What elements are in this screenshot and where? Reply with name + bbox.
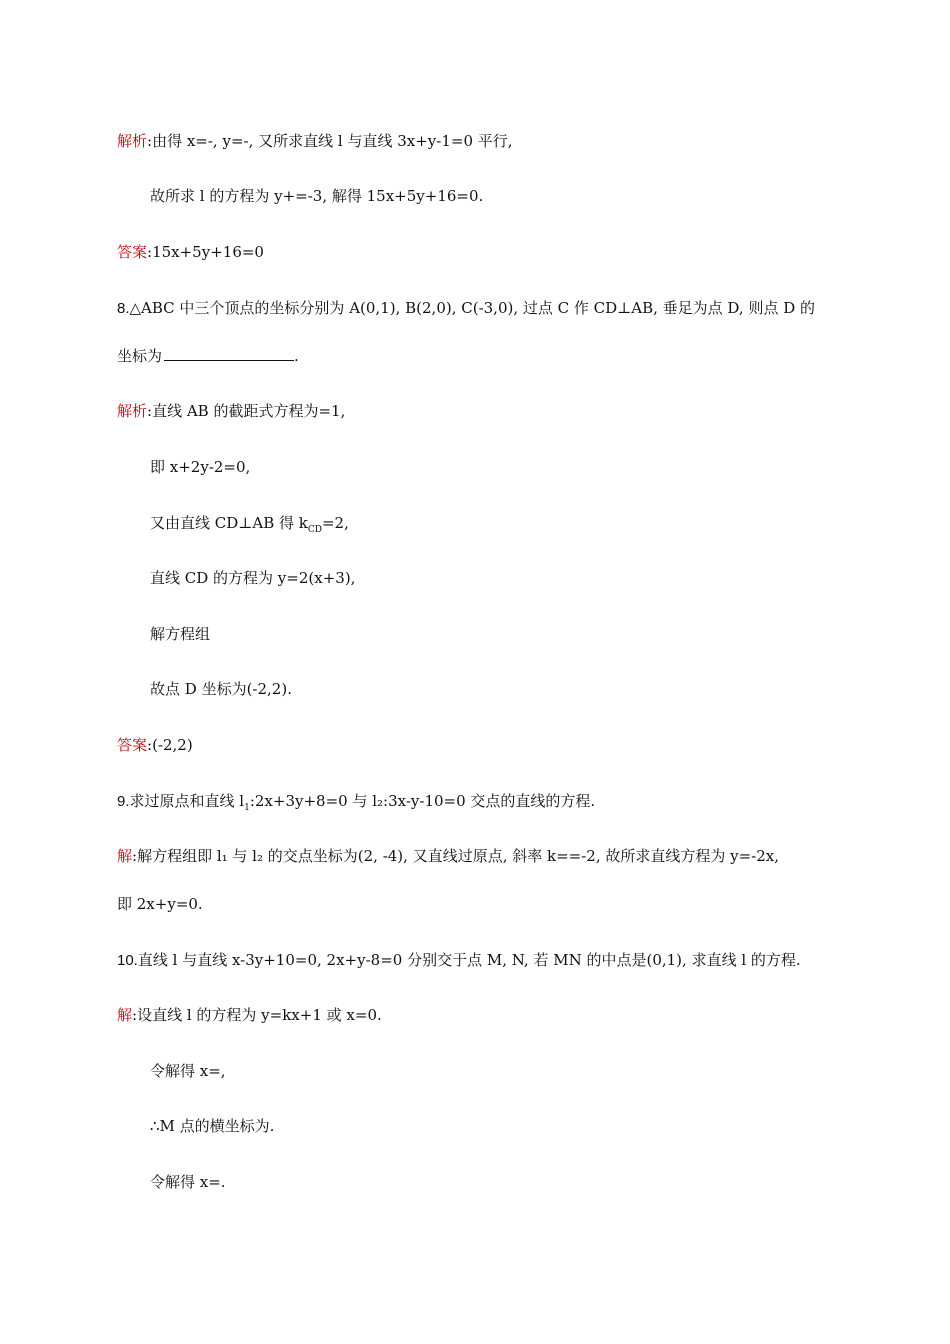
solution-line-10c	[150, 1115, 274, 1137]
solution-line-9a	[117, 845, 779, 867]
solution-label: 解	[117, 1006, 133, 1024]
question-10	[117, 949, 801, 972]
line-text: 令解得 x=,	[150, 1062, 226, 1080]
solution-line-7b	[150, 185, 483, 207]
question-8-blank-line	[117, 345, 299, 367]
solution-line-9b	[117, 893, 203, 915]
analysis-line-8a	[117, 400, 345, 422]
solution-label: 解	[117, 847, 133, 865]
question-number: 9.	[117, 793, 130, 810]
line-tail: :2x+3y+8=0 与 l₂:3x-y-10=0 交点的直线的方程.	[249, 792, 596, 810]
question-number: 8.	[117, 300, 130, 317]
solution-line-10a	[117, 1004, 382, 1026]
analysis-label: 解析	[117, 402, 148, 420]
line-text: :解方程组即 l₁ 与 l₂ 的交点坐标为(2, -4), 又直线过原点, 斜率 k==-2, 故所求直线方程为 y=-2x,	[132, 847, 780, 865]
line-text: 直线 CD 的方程为 y=2(x+3),	[150, 569, 356, 587]
solution-line-8e	[150, 623, 210, 645]
line-text: 故所求 l 的方程为 y+=-3, 解得 15x+5y+16=0.	[150, 187, 484, 205]
analysis-label: 解析	[117, 132, 148, 150]
solution-line-8d	[150, 567, 355, 589]
subscript: 1	[244, 803, 250, 813]
line-text: :(-2,2)	[147, 736, 193, 754]
line-text: 故点 D 坐标为(-2,2).	[150, 680, 292, 698]
line-text: 即 2x+y=0.	[117, 895, 203, 913]
answer-line-7	[117, 241, 264, 263]
line-text: 又由直线 CD⊥AB 得 k	[150, 514, 308, 532]
line-text: 解方程组	[150, 625, 211, 643]
line-tail: .	[294, 347, 299, 365]
line-text: :15x+5y+16=0	[147, 243, 264, 261]
answer-label: 答案	[117, 243, 148, 261]
line-text: :设直线 l 的方程为 y=kx+1 或 x=0.	[132, 1006, 382, 1024]
question-9	[117, 790, 595, 819]
solution-line-8c	[150, 512, 349, 541]
line-tail: =2,	[321, 514, 349, 532]
line-text: 即 x+2y-2=0,	[150, 458, 251, 476]
answer-blank	[164, 346, 294, 361]
answer-label: 答案	[117, 736, 148, 754]
solution-line-10b	[150, 1060, 226, 1082]
question-text: 求过原点和直线 l	[129, 792, 245, 810]
question-text: 直线 l 与直线 x-3y+10=0, 2x+y-8=0 分别交于点 M, N, 若 MN 的中点是(0,1), 求直线 l 的方程.	[137, 951, 801, 969]
line-text: ∴M 点的横坐标为.	[150, 1117, 275, 1135]
line-text: 令解得 x=.	[150, 1173, 226, 1191]
subscript: CD	[307, 525, 322, 535]
answer-line-8	[117, 734, 193, 756]
question-8	[117, 297, 815, 320]
question-text: △ABC 中三个顶点的坐标分别为 A(0,1), B(2,0), C(-3,0), 过点 C 作 CD⊥AB, 垂足为点 D, 则点 D 的	[129, 299, 816, 317]
solution-line-10d	[150, 1171, 226, 1193]
line-text: :由得 x=-, y=-, 又所求直线 l 与直线 3x+y-1=0 平行,	[147, 132, 513, 150]
line-text: :直线 AB 的截距式方程为=1,	[147, 402, 346, 420]
question-number: 10.	[117, 952, 138, 969]
solution-line-8f	[150, 678, 292, 700]
analysis-line-7a	[117, 130, 513, 152]
line-text: 坐标为	[117, 347, 163, 365]
solution-line-8b	[150, 456, 250, 478]
